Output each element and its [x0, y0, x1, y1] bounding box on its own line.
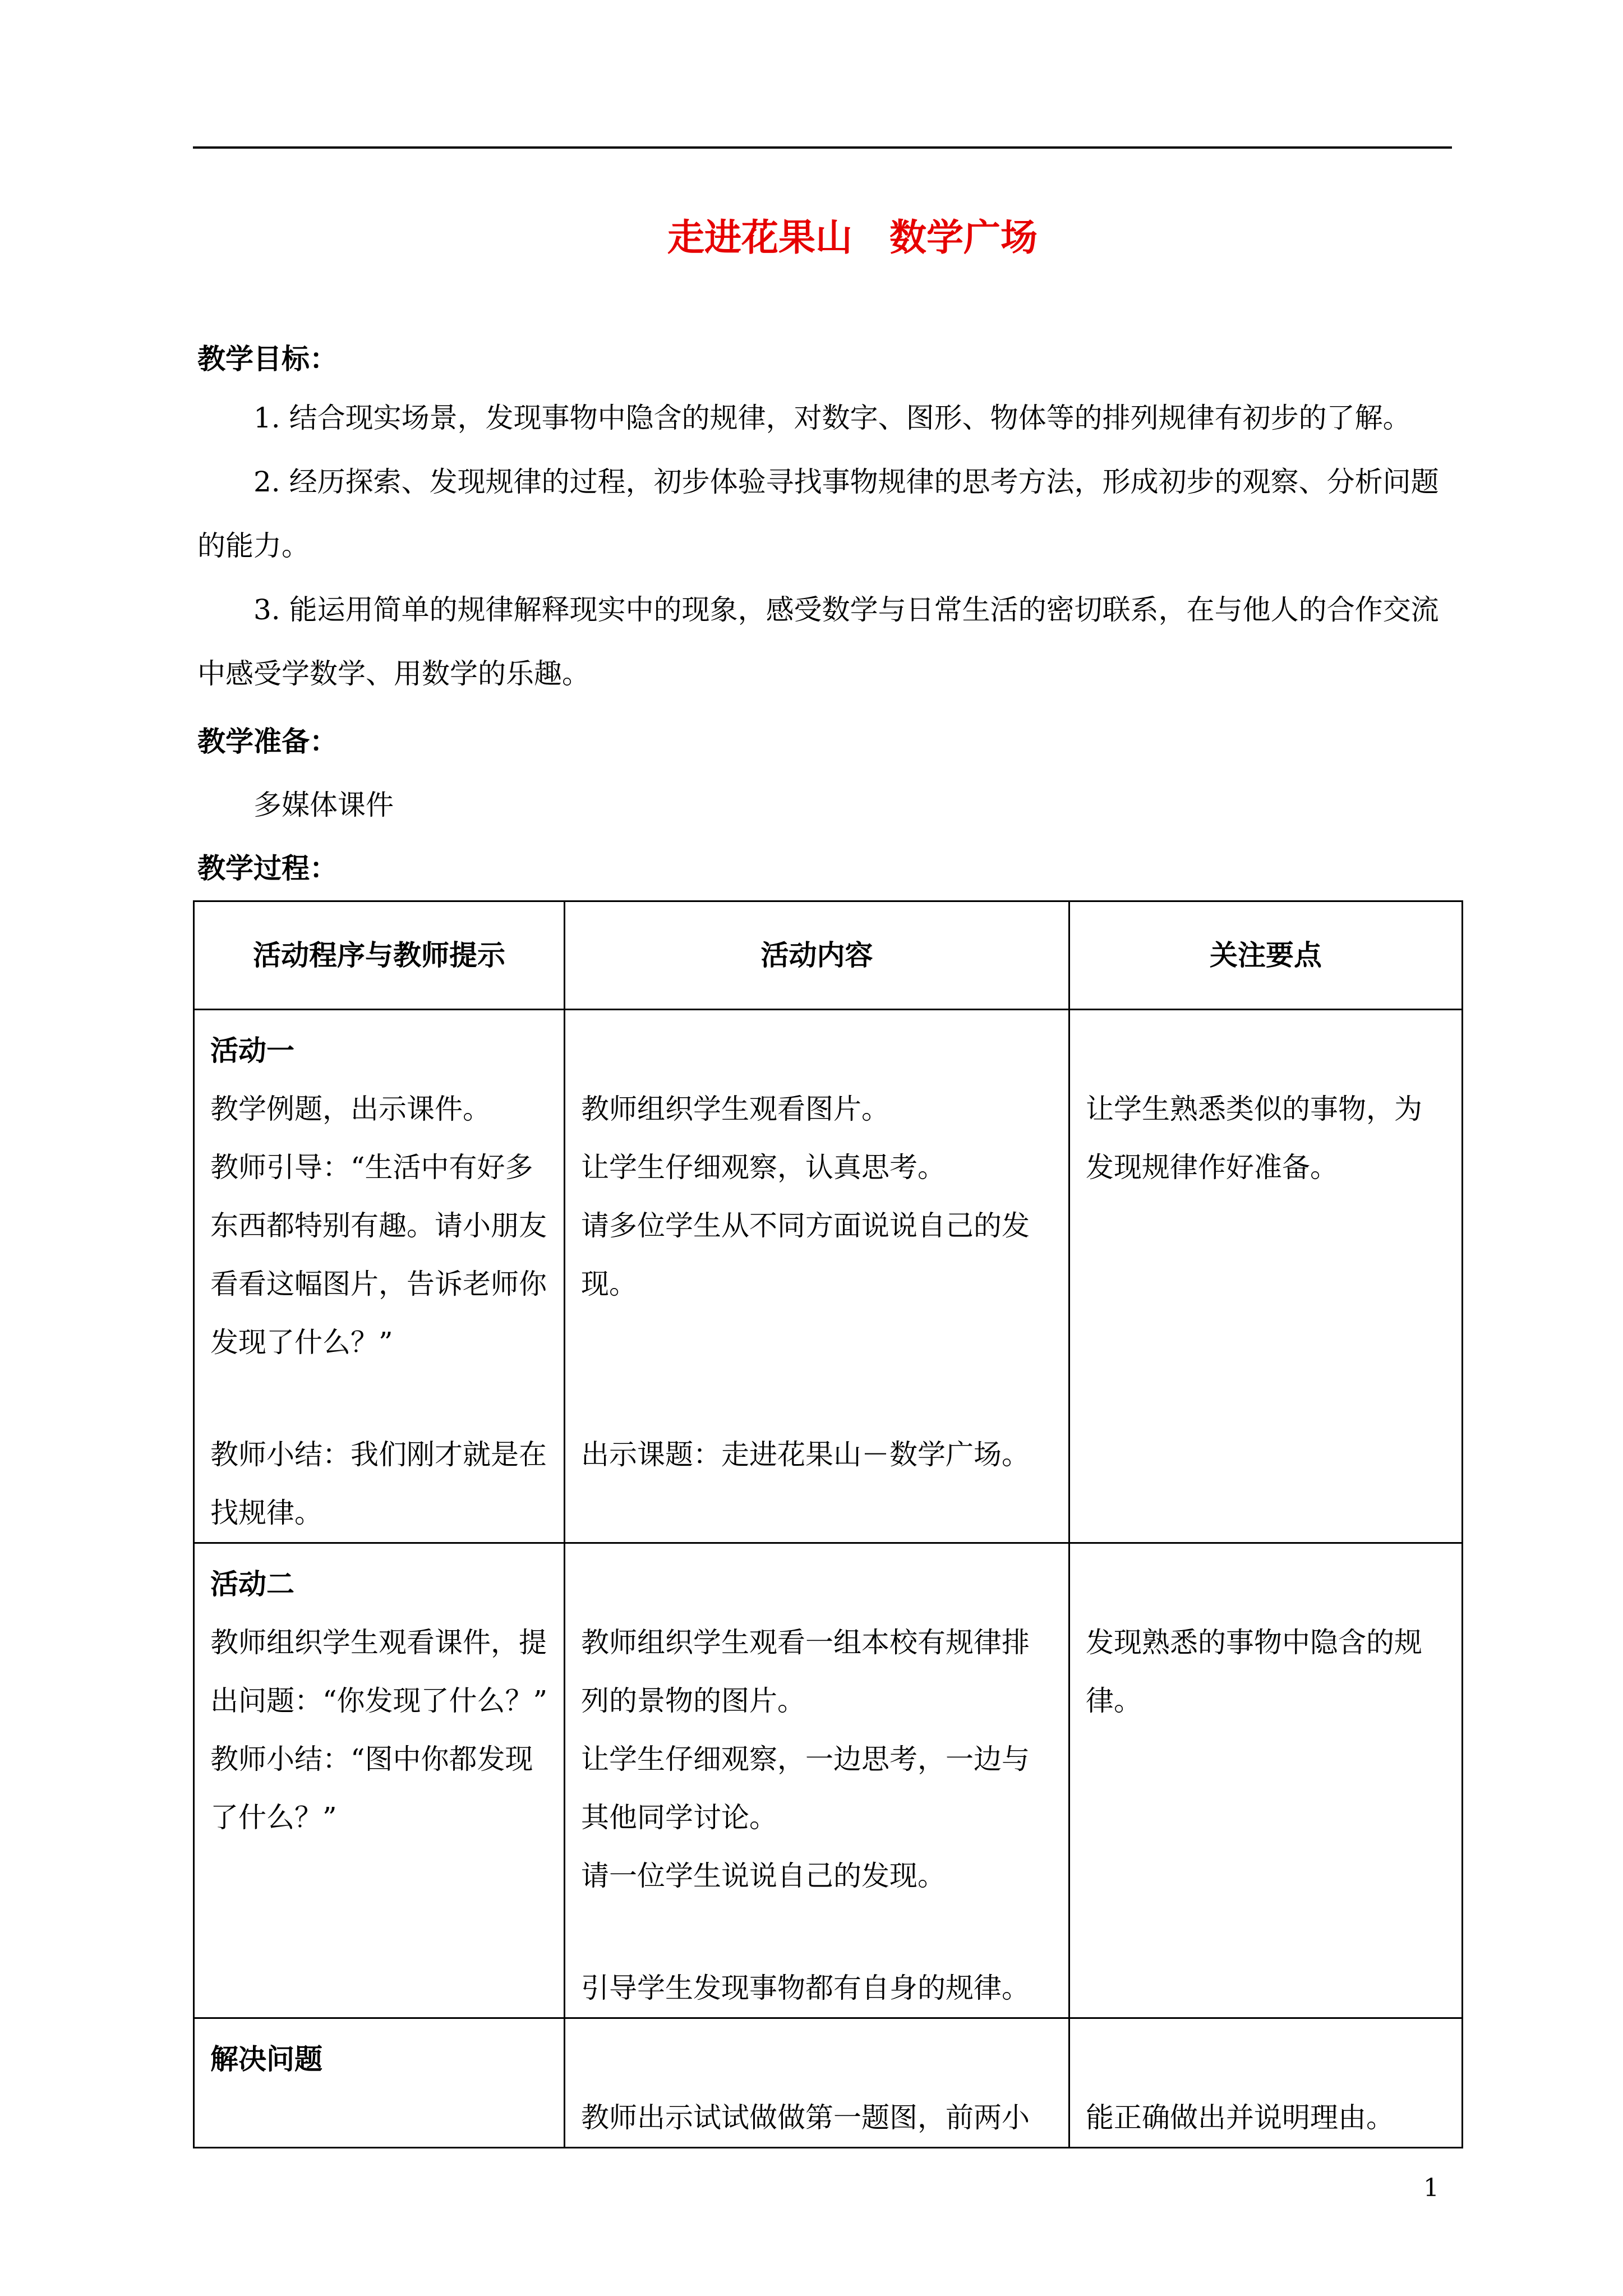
cell-text: 能正确做出并说明理由。	[1086, 2101, 1394, 2134]
cell-text: 引导学生发现事物都有自身的规律。	[581, 1972, 1030, 2004]
cell-text: 教师小结：我们刚才就是在找规律。	[210, 1438, 547, 1529]
cell-text: 教师组织学生观看一组本校有规律排列的景物的图片。	[581, 1626, 1030, 1717]
column-header: 关注要点	[1069, 901, 1463, 1010]
table-cell	[1069, 1543, 1463, 2018]
column-header: 活动内容	[565, 901, 1069, 1010]
table-row	[194, 2018, 1463, 2148]
page-number: 1	[1423, 2174, 1439, 2202]
cell-text: 发现熟悉的事物中隐含的规律。	[1086, 1626, 1422, 1717]
cell-text: 请一位学生说说自己的发现。	[581, 1860, 946, 1892]
table-row	[194, 1543, 1463, 2018]
cell-text: 教师组织学生观看图片。	[581, 1093, 889, 1125]
goal-item-3: 3. 能运用简单的规律解释现实中的现象，感受数学与日常生活的密切联系，在与他人的合作交流中感受学数学、用数学的乐趣。	[197, 593, 1439, 690]
process-heading: 教学过程：	[197, 852, 338, 885]
prep-heading: 教学准备：	[197, 725, 338, 758]
activity-title: 活动二	[210, 1567, 294, 1600]
cell-text: 让学生熟悉类似的事物，为发现规律作好准备。	[1086, 1093, 1422, 1184]
table-cell	[565, 1543, 1069, 2018]
activity-title: 活动一	[210, 1034, 294, 1067]
page-title: 走进花果山 数学广场	[667, 215, 1038, 259]
table-header-row	[194, 901, 1463, 1010]
goals-heading: 教学目标：	[197, 342, 338, 375]
column-header: 活动程序与教师提示	[194, 901, 565, 1010]
table-cell	[194, 2018, 565, 2148]
table-cell	[1069, 2018, 1463, 2148]
activity-title: 解决问题	[210, 2042, 322, 2076]
cell-text: 教师小结：“图中你都发现了什么？”	[210, 1743, 533, 1834]
cell-text: 出示课题：走进花果山－数学广场。	[581, 1438, 1030, 1471]
cell-text: 教学例题，出示课件。	[210, 1093, 491, 1125]
cell-text: 让学生仔细观察，认真思考。	[581, 1151, 946, 1184]
table-cell	[565, 2018, 1069, 2148]
lesson-plan-table	[193, 900, 1463, 2148]
goal-item-1: 1. 结合现实场景，发现事物中隐含的规律，对数字、图形、物体等的排列规律有初步的了解。	[253, 402, 1411, 434]
cell-text: 教师引导：“生活中有好多东西都特别有趣。请小朋友看看这幅图片，告诉老师你发现了什么？”	[210, 1151, 547, 1359]
prep-text: 多媒体课件	[253, 789, 394, 821]
table-cell	[565, 1010, 1069, 1543]
cell-text: 教师出示试试做做第一题图，前两小	[581, 2101, 1030, 2134]
table-cell	[194, 1543, 565, 2018]
table-cell	[194, 1010, 565, 1543]
cell-text: 请多位学生从不同方面说说自己的发现。	[581, 1209, 1030, 1300]
cell-text: 教师组织学生观看课件，提出问题：“你发现了什么？”	[210, 1626, 548, 1717]
goal-item-2: 2. 经历探索、发现规律的过程，初步体验寻找事物规律的思考方法，形成初步的观察、分析问题的能力。	[197, 466, 1439, 562]
table-cell	[1069, 1010, 1463, 1543]
table-row	[194, 1010, 1463, 1543]
header-rule	[193, 146, 1452, 149]
cell-text: 让学生仔细观察，一边思考，一边与其他同学讨论。	[581, 1743, 1030, 1834]
